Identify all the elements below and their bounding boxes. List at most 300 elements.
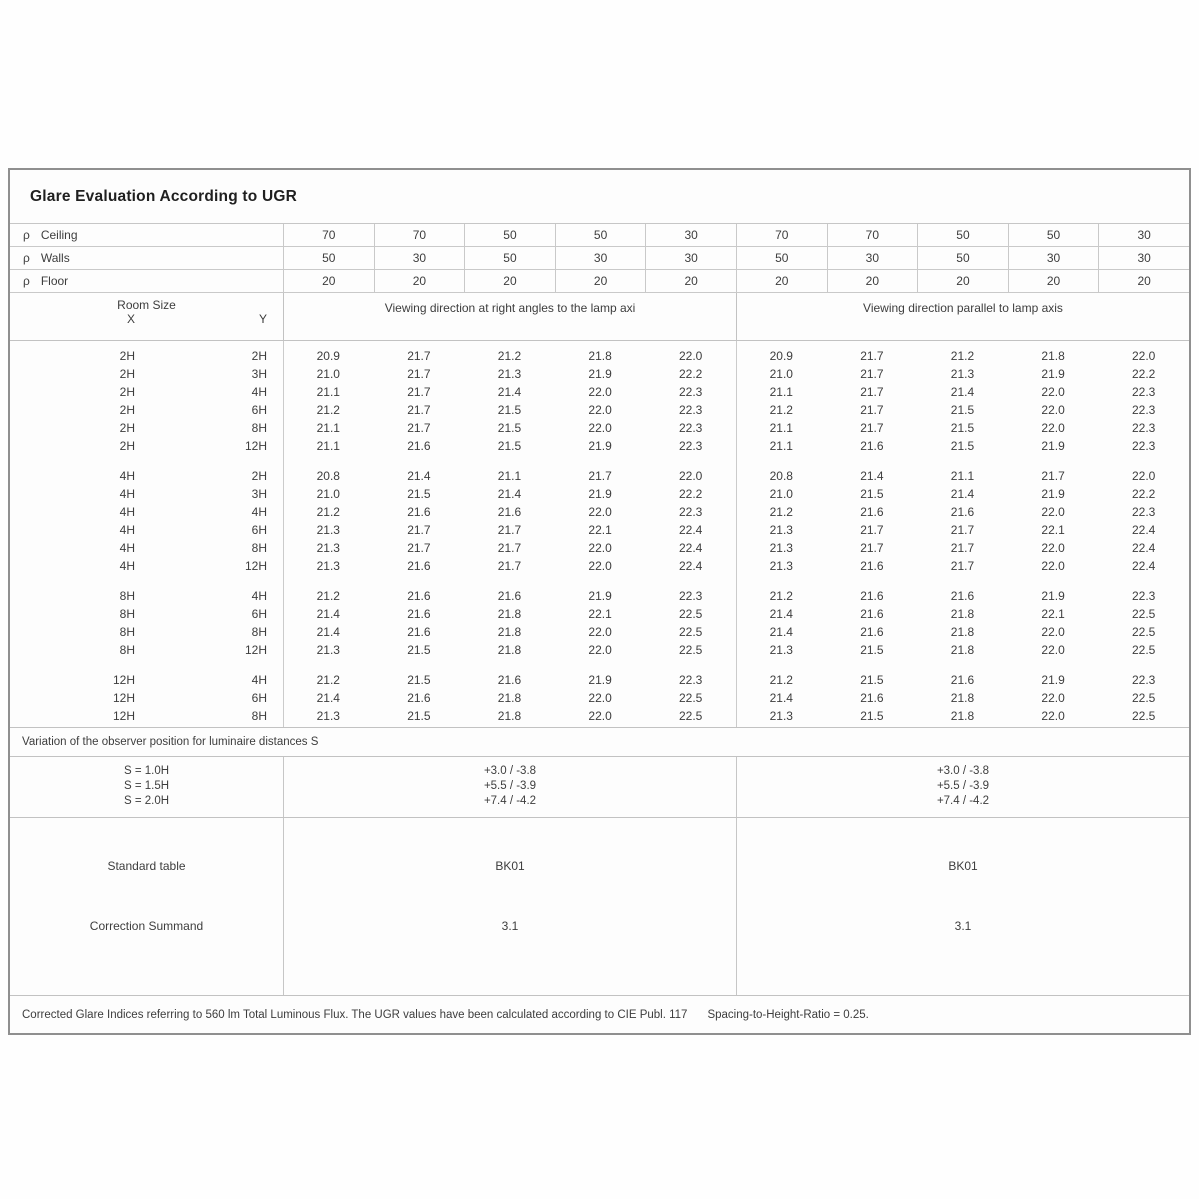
room-size-y: 6H xyxy=(251,523,267,537)
ugr-value: 22.3 xyxy=(1131,589,1156,603)
spacing-value: +3.0 / -3.8 xyxy=(936,765,990,777)
room-size-y: 8H xyxy=(251,421,267,435)
reflectance-row-floor xyxy=(10,270,1189,293)
reflectance-surface: Floor xyxy=(40,274,69,288)
ugr-value: 21.9 xyxy=(588,439,612,453)
ugr-value: 21.0 xyxy=(769,367,793,381)
table-row xyxy=(10,485,1189,503)
reflectance-value: 70 xyxy=(827,224,918,246)
reflectance-values xyxy=(283,247,1189,269)
reflectance-value: 20 xyxy=(827,270,918,292)
ugr-value: 22.3 xyxy=(1131,403,1156,417)
reflectance-value: 30 xyxy=(374,247,465,269)
room-size-y: 3H xyxy=(251,367,267,381)
ugr-value: 22.5 xyxy=(678,625,703,639)
reflectance-value: 70 xyxy=(736,224,827,246)
ugr-value: 21.5 xyxy=(860,487,884,501)
y-header: Y xyxy=(258,312,267,326)
spacing-variation-values-right xyxy=(736,757,1189,817)
reflectance-value: 20 xyxy=(917,270,1008,292)
ugr-value: 22.0 xyxy=(1041,505,1065,519)
table-row xyxy=(10,587,1189,605)
spacing-value: +7.4 / -4.2 xyxy=(483,795,537,807)
ugr-value: 22.3 xyxy=(678,421,703,435)
parallel-values xyxy=(736,623,1189,641)
ugr-value: 21.6 xyxy=(407,691,431,705)
ugr-value: 21.7 xyxy=(860,541,884,555)
ugr-value: 22.0 xyxy=(588,709,612,723)
ugr-value: 22.3 xyxy=(678,385,703,399)
table-row xyxy=(10,347,1189,365)
ugr-value: 21.7 xyxy=(950,559,975,573)
parallel-values xyxy=(736,689,1189,707)
ugr-value: 21.5 xyxy=(950,403,975,417)
ugr-value: 22.0 xyxy=(588,403,612,417)
standard-table-section xyxy=(10,818,1189,995)
ugr-value: 22.3 xyxy=(1131,439,1156,453)
right-angles-values xyxy=(283,557,736,575)
ugr-value: 21.6 xyxy=(497,505,522,519)
ugr-value: 22.4 xyxy=(678,541,703,555)
reflectance-value: 70 xyxy=(283,224,374,246)
ugr-value: 21.3 xyxy=(497,367,522,381)
ugr-value: 20.8 xyxy=(769,469,793,483)
room-size-y: 4H xyxy=(251,673,267,687)
ugr-value: 21.8 xyxy=(497,709,522,723)
table-row xyxy=(10,521,1189,539)
ugr-value: 20.9 xyxy=(316,349,340,363)
table-row xyxy=(10,539,1189,557)
ugr-value: 21.7 xyxy=(860,523,884,537)
ugr-value: 21.7 xyxy=(860,421,884,435)
ugr-value: 21.3 xyxy=(769,709,793,723)
rho-symbol: ρ xyxy=(23,251,30,265)
ugr-value: 21.4 xyxy=(316,625,340,639)
ugr-value: 21.8 xyxy=(497,691,522,705)
ugr-value: 21.4 xyxy=(769,625,793,639)
room-size-x: 4H xyxy=(119,523,135,537)
ugr-value: 22.0 xyxy=(1131,349,1156,363)
ugr-value: 21.5 xyxy=(860,709,884,723)
room-size-x: 2H xyxy=(119,367,135,381)
rho-symbol: ρ xyxy=(23,274,30,288)
ugr-value: 22.0 xyxy=(1041,625,1065,639)
ugr-value: 21.3 xyxy=(769,523,793,537)
table-row xyxy=(10,605,1189,623)
right-angles-values xyxy=(283,437,736,455)
spacing-height-ratio: Spacing-to-Height-Ratio = 0.25. xyxy=(707,1008,869,1021)
reflectance-value: 30 xyxy=(827,247,918,269)
room-size-x: 2H xyxy=(119,421,135,435)
ugr-value: 22.0 xyxy=(1041,709,1065,723)
ugr-value: 21.0 xyxy=(316,487,340,501)
ugr-values-body xyxy=(10,341,1189,728)
ugr-value: 21.6 xyxy=(407,589,431,603)
ugr-value: 21.5 xyxy=(860,673,884,687)
ugr-value: 21.1 xyxy=(316,439,340,453)
ugr-value: 22.2 xyxy=(1131,487,1156,501)
standard-table-values-left xyxy=(283,818,736,995)
table-row xyxy=(10,689,1189,707)
footer-note: Corrected Glare Indices referring to 560 lm Total Luminous Flux. The UGR values have been calculated according to CIE Publ. 117 xyxy=(22,1008,688,1021)
room-size-x: 8H xyxy=(119,607,135,621)
ugr-value: 21.7 xyxy=(1041,469,1065,483)
parallel-values xyxy=(736,365,1189,383)
room-size-x: 4H xyxy=(119,505,135,519)
ugr-group xyxy=(10,587,1189,659)
reflectance-value: 50 xyxy=(736,247,827,269)
reflectance-surface: Walls xyxy=(40,251,70,265)
ugr-value: 21.5 xyxy=(407,487,431,501)
reflectance-values xyxy=(283,270,1189,292)
ugr-value: 21.5 xyxy=(497,421,522,435)
parallel-values xyxy=(736,467,1189,485)
ugr-value: 22.2 xyxy=(1131,367,1156,381)
ugr-value: 22.3 xyxy=(678,439,703,453)
ugr-value: 22.4 xyxy=(1131,559,1156,573)
ugr-value: 21.6 xyxy=(950,505,975,519)
ugr-value: 21.8 xyxy=(950,709,975,723)
room-size-x: 12H xyxy=(112,709,135,723)
footer-note-row xyxy=(10,995,1189,1033)
xy-header-row xyxy=(10,312,283,326)
right-angles-values xyxy=(283,623,736,641)
ugr-value: 21.7 xyxy=(497,523,522,537)
ugr-value: 22.0 xyxy=(1041,421,1065,435)
room-size-x: 8H xyxy=(119,643,135,657)
ugr-value: 22.1 xyxy=(1041,607,1065,621)
parallel-values xyxy=(736,587,1189,605)
ugr-value: 21.9 xyxy=(1041,589,1065,603)
standard-table-label: Standard table xyxy=(107,859,186,873)
spacing-label: S = 2.0H xyxy=(123,795,170,807)
reflectance-value: 20 xyxy=(464,270,555,292)
reflectance-value: 20 xyxy=(1008,270,1099,292)
ugr-value: 21.9 xyxy=(588,673,612,687)
column-divider xyxy=(736,341,737,727)
ugr-value: 21.9 xyxy=(588,487,612,501)
reflectance-row-walls xyxy=(10,247,1189,270)
ugr-value: 21.7 xyxy=(407,367,431,381)
room-size-y: 3H xyxy=(251,487,267,501)
ugr-value: 22.0 xyxy=(1041,559,1065,573)
table-row xyxy=(10,707,1189,725)
room-size-x: 8H xyxy=(119,589,135,603)
ugr-value: 21.6 xyxy=(407,439,431,453)
ugr-value: 21.8 xyxy=(497,625,522,639)
room-size-x: 4H xyxy=(119,469,135,483)
table-row xyxy=(10,467,1189,485)
room-size-label: Room Size xyxy=(117,298,176,312)
ugr-value: 22.3 xyxy=(1131,505,1156,519)
table-row xyxy=(10,641,1189,659)
ugr-group xyxy=(10,671,1189,725)
reflectance-value: 20 xyxy=(645,270,736,292)
reflectance-value: 50 xyxy=(555,224,646,246)
ugr-value: 21.6 xyxy=(860,559,884,573)
parallel-values xyxy=(736,419,1189,437)
table-row xyxy=(10,419,1189,437)
right-angles-values xyxy=(283,401,736,419)
reflectance-label xyxy=(10,270,283,292)
right-angles-values xyxy=(283,605,736,623)
reflectance-value: 50 xyxy=(464,247,555,269)
ugr-value: 22.0 xyxy=(588,691,612,705)
ugr-value: 21.4 xyxy=(316,691,340,705)
ugr-value: 21.7 xyxy=(407,541,431,555)
room-size-y: 2H xyxy=(251,469,267,483)
reflectance-label xyxy=(10,247,283,269)
table-row xyxy=(10,401,1189,419)
ugr-value: 21.8 xyxy=(497,643,522,657)
ugr-value: 21.7 xyxy=(407,403,431,417)
ugr-value: 21.6 xyxy=(407,625,431,639)
table-row xyxy=(10,503,1189,521)
ugr-value: 22.1 xyxy=(588,607,612,621)
ugr-value: 22.0 xyxy=(678,469,703,483)
ugr-value: 22.2 xyxy=(678,487,703,501)
parallel-values xyxy=(736,521,1189,539)
ugr-value: 21.0 xyxy=(316,367,340,381)
spacing-variation-values-left xyxy=(283,757,736,817)
room-size-x: 2H xyxy=(119,403,135,417)
ugr-value: 21.8 xyxy=(1041,349,1065,363)
ugr-value: 21.6 xyxy=(860,505,884,519)
ugr-value: 22.0 xyxy=(588,643,612,657)
ugr-value: 21.3 xyxy=(769,643,793,657)
ugr-value: 21.3 xyxy=(950,367,975,381)
ugr-value: 21.1 xyxy=(769,439,793,453)
room-size-x: 4H xyxy=(119,559,135,573)
ugr-value: 22.3 xyxy=(678,403,703,417)
ugr-evaluation-table xyxy=(8,168,1191,1035)
reflectance-value: 50 xyxy=(1008,224,1099,246)
room-size-y: 8H xyxy=(251,625,267,639)
ugr-value: 21.6 xyxy=(407,559,431,573)
reflectance-value: 50 xyxy=(917,247,1008,269)
ugr-value: 21.2 xyxy=(316,505,340,519)
ugr-value: 21.7 xyxy=(860,385,884,399)
room-size-y: 2H xyxy=(251,349,267,363)
table-row xyxy=(10,671,1189,689)
ugr-value: 22.5 xyxy=(1131,625,1156,639)
ugr-value: 21.7 xyxy=(588,469,612,483)
room-size-y: 12H xyxy=(244,439,267,453)
reflectance-value: 50 xyxy=(464,224,555,246)
parallel-values xyxy=(736,401,1189,419)
spacing-value: +7.4 / -4.2 xyxy=(936,795,990,807)
ugr-value: 22.5 xyxy=(1131,709,1156,723)
ugr-value: 21.7 xyxy=(407,421,431,435)
ugr-value: 21.8 xyxy=(497,607,522,621)
room-size-x: 2H xyxy=(119,349,135,363)
parallel-values xyxy=(736,671,1189,689)
ugr-value: 21.8 xyxy=(588,349,612,363)
ugr-value: 21.6 xyxy=(860,691,884,705)
reflectance-value: 30 xyxy=(645,224,736,246)
reflectance-label xyxy=(10,224,283,246)
right-angles-values xyxy=(283,641,736,659)
ugr-value: 21.9 xyxy=(588,367,612,381)
ugr-value: 21.9 xyxy=(588,589,612,603)
right-angles-values xyxy=(283,365,736,383)
ugr-value: 20.9 xyxy=(769,349,793,363)
ugr-value: 22.0 xyxy=(588,559,612,573)
room-size-x: 12H xyxy=(112,673,135,687)
ugr-value: 21.2 xyxy=(769,673,793,687)
ugr-value: 21.7 xyxy=(497,541,522,555)
ugr-value: 22.3 xyxy=(1131,421,1156,435)
ugr-value: 21.6 xyxy=(407,607,431,621)
ugr-value: 22.5 xyxy=(678,709,703,723)
ugr-value: 21.6 xyxy=(497,673,522,687)
ugr-value: 21.6 xyxy=(950,589,975,603)
reflectance-value: 20 xyxy=(555,270,646,292)
page-title: Glare Evaluation According to UGR xyxy=(30,187,297,205)
room-size-y: 6H xyxy=(251,691,267,705)
reflectance-value: 20 xyxy=(283,270,374,292)
ugr-value: 21.7 xyxy=(497,559,522,573)
room-size-y: 12H xyxy=(244,559,267,573)
room-size-x: 2H xyxy=(119,439,135,453)
ugr-value: 21.6 xyxy=(860,625,884,639)
ugr-value: 21.3 xyxy=(769,559,793,573)
parallel-values xyxy=(736,347,1189,365)
ugr-value: 21.5 xyxy=(497,403,522,417)
reflectance-value: 30 xyxy=(555,247,646,269)
ugr-value: 22.5 xyxy=(678,691,703,705)
ugr-value: 21.8 xyxy=(950,643,975,657)
column-header-band xyxy=(10,293,1189,341)
ugr-value: 21.7 xyxy=(950,541,975,555)
ugr-value: 22.1 xyxy=(588,523,612,537)
rho-symbol: ρ xyxy=(23,228,30,242)
ugr-value: 21.4 xyxy=(407,469,431,483)
ugr-value: 21.4 xyxy=(860,469,884,483)
ugr-value: 21.2 xyxy=(950,349,975,363)
ugr-value: 22.0 xyxy=(588,385,612,399)
ugr-value: 21.6 xyxy=(860,589,884,603)
ugr-value: 21.5 xyxy=(407,673,431,687)
ugr-value: 22.4 xyxy=(678,559,703,573)
ugr-group xyxy=(10,347,1189,455)
reflectance-value: 20 xyxy=(374,270,465,292)
reflectance-value: 30 xyxy=(1098,224,1189,246)
ugr-value: 21.4 xyxy=(316,607,340,621)
ugr-value: 21.4 xyxy=(769,607,793,621)
ugr-value: 21.6 xyxy=(407,505,431,519)
ugr-value: 21.5 xyxy=(497,439,522,453)
correction-summand-label: Correction Summand xyxy=(89,919,204,933)
ugr-value: 21.2 xyxy=(316,403,340,417)
ugr-value: 22.3 xyxy=(1131,673,1156,687)
ugr-value: 21.5 xyxy=(950,439,975,453)
ugr-group xyxy=(10,467,1189,575)
column-divider xyxy=(283,341,284,727)
right-angles-values xyxy=(283,707,736,725)
right-angles-values xyxy=(283,467,736,485)
ugr-value: 21.2 xyxy=(316,673,340,687)
ugr-value: 21.3 xyxy=(769,541,793,555)
ugr-value: 21.4 xyxy=(497,487,522,501)
ugr-value: 21.7 xyxy=(860,349,884,363)
table-row xyxy=(10,623,1189,641)
ugr-value: 22.0 xyxy=(1041,541,1065,555)
parallel-values xyxy=(736,641,1189,659)
ugr-value: 22.4 xyxy=(678,523,703,537)
ugr-value: 22.3 xyxy=(678,673,703,687)
ugr-value: 21.3 xyxy=(316,709,340,723)
ugr-value: 21.2 xyxy=(769,403,793,417)
ugr-value: 21.8 xyxy=(950,625,975,639)
room-size-y: 8H xyxy=(251,709,267,723)
right-angles-values xyxy=(283,587,736,605)
ugr-value: 22.0 xyxy=(588,505,612,519)
room-size-y: 12H xyxy=(244,643,267,657)
ugr-value: 20.8 xyxy=(316,469,340,483)
ugr-value: 21.6 xyxy=(860,607,884,621)
ugr-value: 21.9 xyxy=(1041,439,1065,453)
room-size-header xyxy=(10,293,283,340)
ugr-value: 21.4 xyxy=(769,691,793,705)
reflectance-value: 50 xyxy=(917,224,1008,246)
reflectance-value: 30 xyxy=(1098,247,1189,269)
spacing-value: +3.0 / -3.8 xyxy=(483,765,537,777)
parallel-values xyxy=(736,707,1189,725)
room-size-y: 6H xyxy=(251,403,267,417)
reflectance-values xyxy=(283,224,1189,246)
ugr-value: 21.6 xyxy=(950,673,975,687)
parallel-header: Viewing direction parallel to lamp axis xyxy=(736,293,1189,340)
ugr-value: 22.5 xyxy=(1131,643,1156,657)
ugr-value: 22.5 xyxy=(1131,691,1156,705)
table-row xyxy=(10,437,1189,455)
room-size-x: 2H xyxy=(119,385,135,399)
ugr-value: 22.3 xyxy=(678,589,703,603)
ugr-value: 22.3 xyxy=(1131,385,1156,399)
ugr-value: 22.3 xyxy=(678,505,703,519)
ugr-value: 21.3 xyxy=(316,523,340,537)
ugr-value: 22.4 xyxy=(1131,523,1156,537)
right-angles-values xyxy=(283,347,736,365)
parallel-values xyxy=(736,383,1189,401)
right-angles-header: Viewing direction at right angles to the lamp axi xyxy=(283,293,736,340)
ugr-value: 21.3 xyxy=(316,643,340,657)
room-size-y: 4H xyxy=(251,385,267,399)
ugr-value: 21.1 xyxy=(316,421,340,435)
ugr-value: 21.3 xyxy=(316,541,340,555)
ugr-value: 21.4 xyxy=(497,385,522,399)
ugr-value: 22.0 xyxy=(678,349,703,363)
ugr-value: 21.7 xyxy=(407,523,431,537)
reflectance-value: 30 xyxy=(1008,247,1099,269)
table-row xyxy=(10,383,1189,401)
ugr-value: 21.5 xyxy=(407,643,431,657)
right-angles-values xyxy=(283,383,736,401)
ugr-value: 21.3 xyxy=(316,559,340,573)
standard-table-values-right xyxy=(736,818,1189,995)
x-header: X xyxy=(126,312,135,326)
room-size-y: 8H xyxy=(251,541,267,555)
ugr-value: 22.0 xyxy=(1041,403,1065,417)
reflectance-value: 30 xyxy=(645,247,736,269)
reflectance-surface: Ceiling xyxy=(40,228,78,242)
ugr-value: 21.4 xyxy=(950,385,975,399)
reflectance-value: 70 xyxy=(374,224,465,246)
right-angles-values xyxy=(283,503,736,521)
ugr-value: 21.7 xyxy=(860,367,884,381)
room-size-y: 6H xyxy=(251,607,267,621)
